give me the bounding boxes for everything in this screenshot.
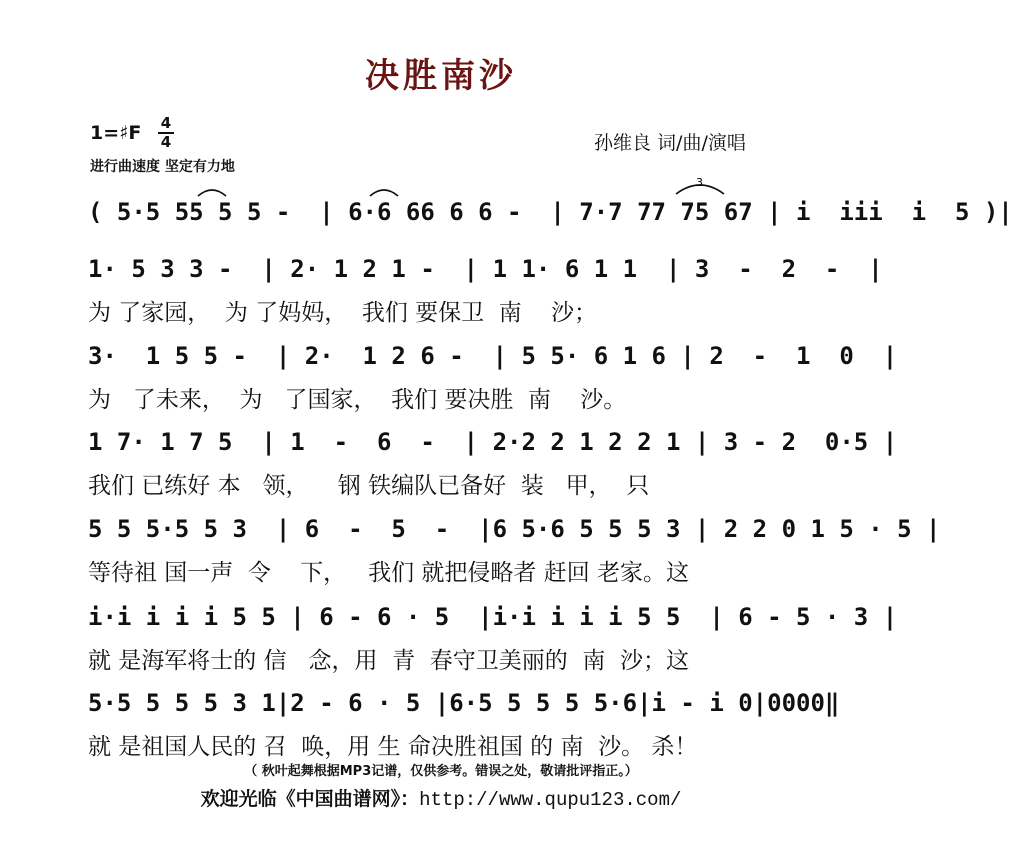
lyrics-line-2: 为 了家园， 为 了妈妈， 我们 要保卫 南 沙； (88, 300, 598, 326)
page-title: 决胜南沙 (365, 56, 517, 96)
lyrics-line-6: 就 是海军将士的 信 念，用 青 春守卫美丽的 南 沙；这 (88, 648, 690, 674)
triplet-number: 3 (696, 176, 703, 189)
notation-line-7: 5·5 5 5 5 3 1|2 - 6 · 5 |6·5 5 5 5 5·6|i - i 0|0000‖ (88, 689, 840, 717)
notation-line-5: 5 5 5·5 5 3 | 6 - 5 - |6 5·6 5 5 5 3 | 2 2 0 1 5 · 5 | (88, 515, 941, 543)
transcription-note: （ 秋叶起舞根据MP3记谱，仅供参考。错误之处，敬请批评指正。） (244, 764, 638, 779)
notation-line-4: 1 7· 1 7 5 | 1 - 6 - | 2·2 2 1 2 2 1 | 3 - 2 0·5 | (88, 428, 898, 456)
footer-url[interactable]: http://www.qupu123.com/ (419, 789, 682, 811)
time-signature-top: 4 (160, 114, 172, 132)
notation-line-1: ( 5·5 55 5 5 - | 6·6 66 6 6 - | 7·7 77 75 67 | i iii i 5 )| (88, 198, 1013, 226)
lyrics-line-5: 等待祖 国一声 令 下， 我们 就把侵略者 赶回 老家。这 (88, 560, 690, 586)
notation-line-3: 3· 1 5 5 - | 2· 1 2 6 - | 5 5· 6 1 6 | 2 - 1 0 | (88, 342, 898, 370)
notation-line-6: i·i i i i 5 5 | 6 - 6 · 5 |i·i i i i 5 5 | 6 - 5 · 3 | (88, 603, 898, 631)
key-signature: 1=♯F (90, 122, 142, 144)
author-credit: 孙维良 词/曲/演唱 (594, 132, 746, 154)
lyrics-line-7: 就 是祖国人民的 召 唤，用 生 命决胜祖国 的 南 沙。 杀！ (88, 734, 698, 760)
slur-2 (370, 190, 398, 196)
lyrics-line-3: 为 了未来， 为 了国家， 我们 要决胜 南 沙。 (88, 387, 627, 413)
tempo-marking: 进行曲速度 坚定有力地 (90, 159, 235, 175)
notation-line-2: 1· 5 3 3 - | 2· 1 2 1 - | 1 1· 6 1 1 | 3 - 2 - | (88, 255, 883, 283)
footer-welcome: 欢迎光临《中国曲谱网》： (200, 788, 420, 810)
slur-1 (198, 190, 226, 196)
lyrics-line-4: 我们 已练好 本 领， 钢 铁编队已备好 装 甲， 只 (88, 473, 650, 499)
time-signature-bottom: 4 (160, 133, 172, 151)
